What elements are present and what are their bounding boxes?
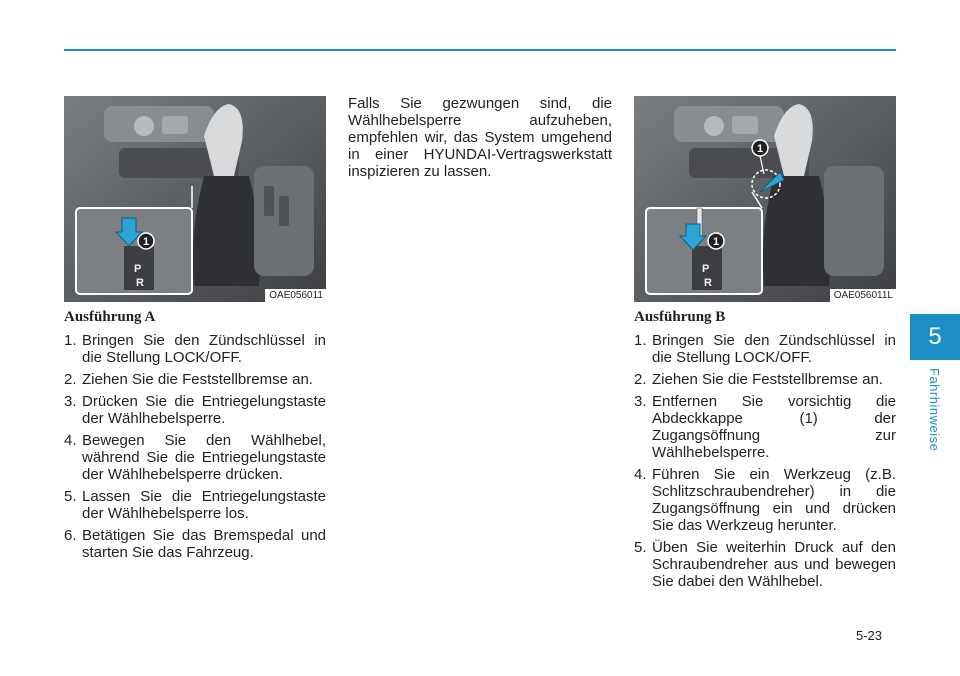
step-number: 3. [64, 393, 77, 410]
gate-letter-r: R [704, 277, 712, 289]
step-number: 1. [64, 332, 77, 349]
step-text: Bringen Sie den Zündschlüssel in die Stellung LOCK/OFF. [82, 332, 326, 366]
list-item [64, 332, 326, 366]
step-text: Bringen Sie den Zündschlüssel in die Stellung LOCK/OFF. [652, 332, 896, 366]
section-b-steps [634, 332, 896, 590]
step-number: 4. [64, 432, 77, 449]
step-text: Entfernen Sie vorsichtig die Abdeckkappe (1) der Zugangsöffnung zur Wählhebelsperre. [652, 393, 896, 461]
step-number: 1. [634, 332, 647, 349]
chapter-label: Fahrhinweise [927, 368, 942, 452]
step-number: 6. [64, 527, 77, 544]
header-rule [64, 49, 896, 51]
section-a-heading: Ausführung A [64, 309, 156, 325]
section-a-steps [64, 332, 326, 561]
hyundai-note: Falls Sie gezwungen sind, die Wählhebelsperre aufzuheben, empfehlen wir, das System umgehend in einer HYUNDAI-Vertragswerkstatt inspizieren zu lassen. [348, 95, 612, 180]
step-number: 5. [64, 488, 77, 505]
figure-shift-lock-b [634, 96, 896, 302]
step-number: 4. [634, 466, 647, 483]
middle-column [348, 95, 612, 180]
section-b-heading: Ausführung B [634, 309, 726, 325]
callout-1: 1 [142, 236, 150, 248]
list-item [634, 371, 896, 388]
step-number: 3. [634, 393, 647, 410]
list-item [64, 393, 326, 427]
callout-1-top: 1 [756, 143, 764, 155]
step-number: 2. [634, 371, 647, 388]
chapter-tab: 5 [910, 314, 960, 360]
figure-shift-lock-a [64, 96, 326, 302]
list-item [634, 539, 896, 590]
step-text: Ziehen Sie die Feststellbremse an. [652, 371, 883, 388]
gear-shifter-illustration [634, 96, 896, 302]
step-text: Ziehen Sie die Feststellbremse an. [82, 371, 313, 388]
step-text: Lassen Sie die Entriegelungstaste der Wählhebelsperre los. [82, 488, 326, 522]
list-item [64, 488, 326, 522]
list-item [634, 393, 896, 461]
page-number: 5-23 [856, 628, 883, 643]
step-number: 2. [64, 371, 77, 388]
gate-letter-p: P [702, 263, 710, 275]
section-b [634, 308, 896, 595]
list-item [634, 332, 896, 366]
step-number: 5. [634, 539, 647, 556]
list-item [64, 527, 326, 561]
step-text: Betätigen Sie das Bremspedal und starten Sie das Fahrzeug. [82, 527, 326, 561]
list-item [64, 371, 326, 388]
figure-code: OAE056011L [830, 289, 896, 302]
figure-code: OAE056011 [265, 289, 326, 302]
gate-letter-p: P [134, 263, 142, 275]
gate-letter-r: R [136, 277, 144, 289]
gear-shifter-illustration [64, 96, 326, 302]
callout-1-inset: 1 [712, 236, 720, 248]
list-item [64, 432, 326, 483]
step-text: Führen Sie ein Werkzeug (z.B. Schlitzschraubendreher) in die Zugangsöffnung ein und drücken Sie das Werkzeug herunter. [652, 466, 896, 534]
step-text: Üben Sie weiterhin Druck auf den Schraubendreher aus und bewegen Sie dabei den Wählhebel. [652, 539, 896, 590]
step-text: Bewegen Sie den Wählhebel, während Sie die Entriegelungstaste der Wählhebelsperre drücken. [82, 432, 326, 483]
list-item [634, 466, 896, 534]
section-a [64, 308, 326, 566]
step-text: Drücken Sie die Entriegelungstaste der Wählhebelsperre. [82, 393, 326, 427]
